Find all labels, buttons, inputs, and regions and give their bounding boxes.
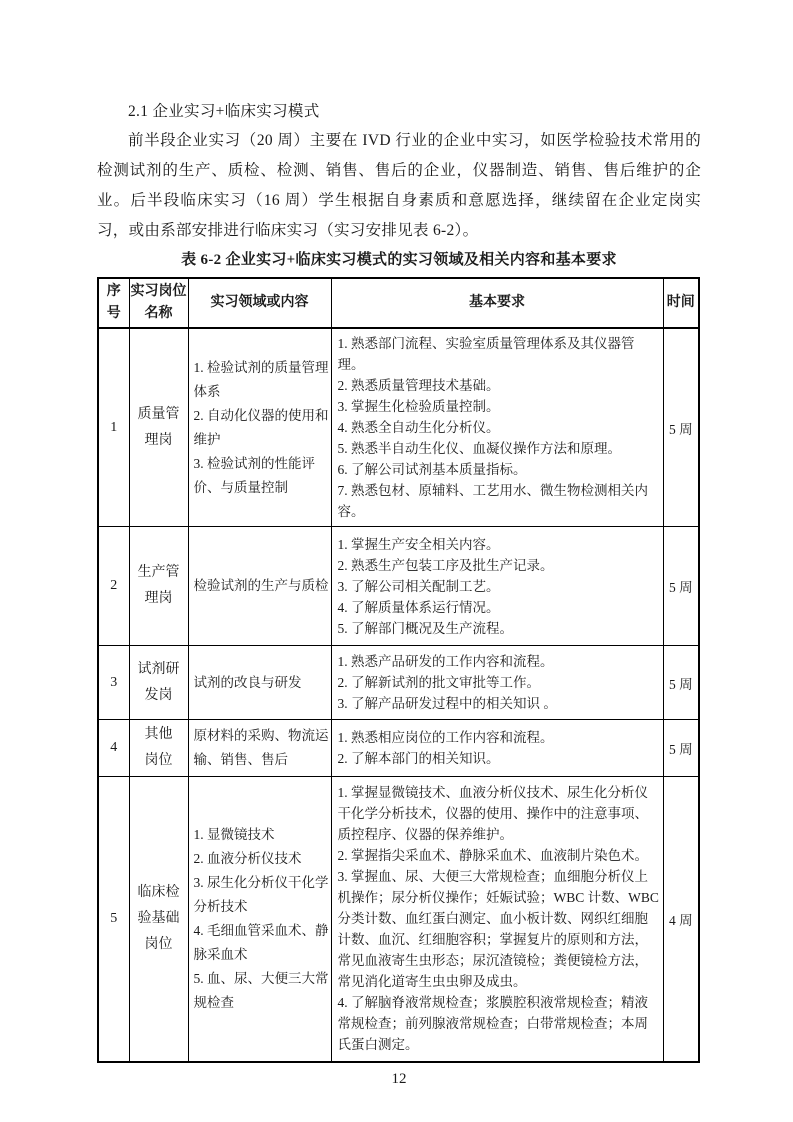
table-header-row <box>98 278 699 328</box>
cell-basic-requirements <box>331 777 663 1062</box>
content-item: 试剂的改良与研发 <box>193 674 302 690</box>
cell-duration: 5 周 <box>663 720 699 777</box>
content-item: 1. 显微镜技术 <box>193 826 275 842</box>
requirement-item: 2. 熟悉生产包装工序及批生产记录。 <box>337 557 554 573</box>
content-item: 3. 尿生化分析仪干化学分析技术 <box>193 874 329 914</box>
requirement-item: 6. 了解公司试剂基本质量指标。 <box>337 462 527 477</box>
requirement-item: 3. 掌握生化检验质量控制。 <box>337 399 500 414</box>
cell-position-name: 生产管 理岗 <box>129 527 188 646</box>
cell-internship-content <box>188 720 331 777</box>
requirement-item: 1. 熟悉部门流程、实验室质量管理体系及其仪器管理。 <box>337 336 635 372</box>
cell-internship-content <box>188 527 331 646</box>
requirement-item: 5. 了解部门概况及生产流程。 <box>337 620 513 636</box>
table-row <box>98 720 699 777</box>
content-item: 原材料的采购、物流运输、销售、售后 <box>193 728 329 767</box>
cell-position-name: 临床检 验基础 岗位 <box>129 777 188 1062</box>
cell-internship-content <box>188 328 331 527</box>
requirement-item: 1. 熟悉相应岗位的工作内容和流程。 <box>337 730 554 745</box>
intro-paragraph: 前半段企业实习（20 周）主要在 IVD 行业的企业中实习，如医学检验技术常用的检测试剂的生产、质检、检测、销售、售后的企业，仪器制造、销售、售后维护的企业。后半段临床实习（16 周）学生根据自身素质和意愿选择，继续留在企业定岗实习，或由系部安排进行临床实习（实习安排见表 6-2）。 <box>97 132 701 239</box>
internship-table <box>97 277 700 1063</box>
column-header-3: 基本要求 <box>331 278 663 328</box>
table-row <box>98 777 699 1062</box>
cell-internship-content <box>188 777 331 1062</box>
requirement-item: 2. 了解新试剂的批文审批等工作。 <box>337 675 540 690</box>
column-header-0: 序号 <box>98 278 129 328</box>
header-row <box>98 278 699 328</box>
table-title: 表 6-2 企业实习+临床实习模式的实习领域及相关内容和基本要求 <box>181 252 617 268</box>
requirement-item: 2. 了解本部门的相关知识。 <box>337 751 500 766</box>
cell-serial-number: 4 <box>98 720 129 777</box>
cell-serial-number: 1 <box>98 328 129 527</box>
cell-position-name: 试剂研 发岗 <box>129 646 188 720</box>
cell-duration: 4 周 <box>663 777 699 1062</box>
requirement-item: 3. 掌握血、尿、大便三大常规检查；血细胞分析仪上机操作；尿分析仪操作；妊娠试验；WBC 计数、WBC 分类计数、血红蛋白测定、血小板计数、网织红细胞计数、血沉、红细胞容积；掌握复片的原则和方法，常见血液寄生虫形态；尿沉渣镜检；粪便镜检方法，常见消化道寄生虫虫卵及成虫。 <box>337 869 659 990</box>
content-item: 检验试剂的生产与质检 <box>193 578 329 593</box>
cell-serial-number: 2 <box>98 527 129 646</box>
requirement-item: 4. 熟悉全自动生化分析仪。 <box>337 420 500 435</box>
requirement-item: 4. 了解脑脊液常规检查；浆膜腔积液常规检查；精液常规检查；前列腺液常规检查；白带常规检查；本周氏蛋白测定。 <box>337 995 648 1053</box>
requirement-item: 5. 熟悉半自动生化仪、血凝仪操作方法和原理。 <box>337 441 621 456</box>
cell-basic-requirements <box>331 328 663 527</box>
requirement-item: 3. 了解公司相关配制工艺。 <box>337 578 500 594</box>
cell-basic-requirements <box>331 527 663 646</box>
requirement-item: 1. 熟悉产品研发的工作内容和流程。 <box>337 654 554 669</box>
requirement-item: 1. 掌握生产安全相关内容。 <box>337 536 500 552</box>
requirement-item: 3. 了解产品研发过程中的相关知识 。 <box>337 696 557 711</box>
content-item: 5. 血、尿、大便三大常规检查 <box>193 970 329 1010</box>
column-header-4: 时间 <box>663 278 699 328</box>
content-item: 2. 血液分析仪技术 <box>193 850 302 866</box>
table-body <box>98 328 699 1062</box>
content-item: 1. 检验试剂的质量管理体系 <box>193 359 329 399</box>
page-content <box>97 98 701 1088</box>
page-number: 12 <box>391 1070 407 1087</box>
cell-duration: 5 周 <box>663 646 699 720</box>
requirement-item: 2. 掌握指尖采血术、静脉采血术、血液制片染色术。 <box>337 848 648 864</box>
content-item: 3. 检验试剂的性能评价、与质量控制 <box>193 455 315 495</box>
requirement-item: 7. 熟悉包材、原辅料、工艺用水、微生物检测相关内容。 <box>337 483 648 519</box>
requirement-item: 2. 熟悉质量管理技术基础。 <box>337 378 500 393</box>
cell-duration: 5 周 <box>663 328 699 527</box>
cell-position-name: 其他 岗位 <box>129 720 188 777</box>
column-header-2: 实习领域或内容 <box>188 278 331 328</box>
cell-position-name: 质量管 理岗 <box>129 328 188 527</box>
table-row <box>98 328 699 527</box>
cell-basic-requirements <box>331 720 663 777</box>
cell-internship-content <box>188 646 331 720</box>
section-heading: 2.1 企业实习+临床实习模式 <box>128 103 320 120</box>
content-item: 4. 毛细血管采血术、静脉采血术 <box>193 922 329 962</box>
requirement-item: 4. 了解质量体系运行情况。 <box>337 599 500 615</box>
cell-basic-requirements <box>331 646 663 720</box>
table-row <box>98 646 699 720</box>
column-header-1: 实习岗位名称 <box>129 278 188 328</box>
content-item: 2. 自动化仪器的使用和维护 <box>193 407 329 447</box>
table-row <box>98 527 699 646</box>
cell-serial-number: 5 <box>98 777 129 1062</box>
cell-serial-number: 3 <box>98 646 129 720</box>
cell-duration: 5 周 <box>663 527 699 646</box>
requirement-item: 1. 掌握显微镜技术、血液分析仪技术、尿生化分析仪干化学分析技术，仪器的使用、操作中的注意事项、质控程序、仪器的保养维护。 <box>337 785 648 843</box>
